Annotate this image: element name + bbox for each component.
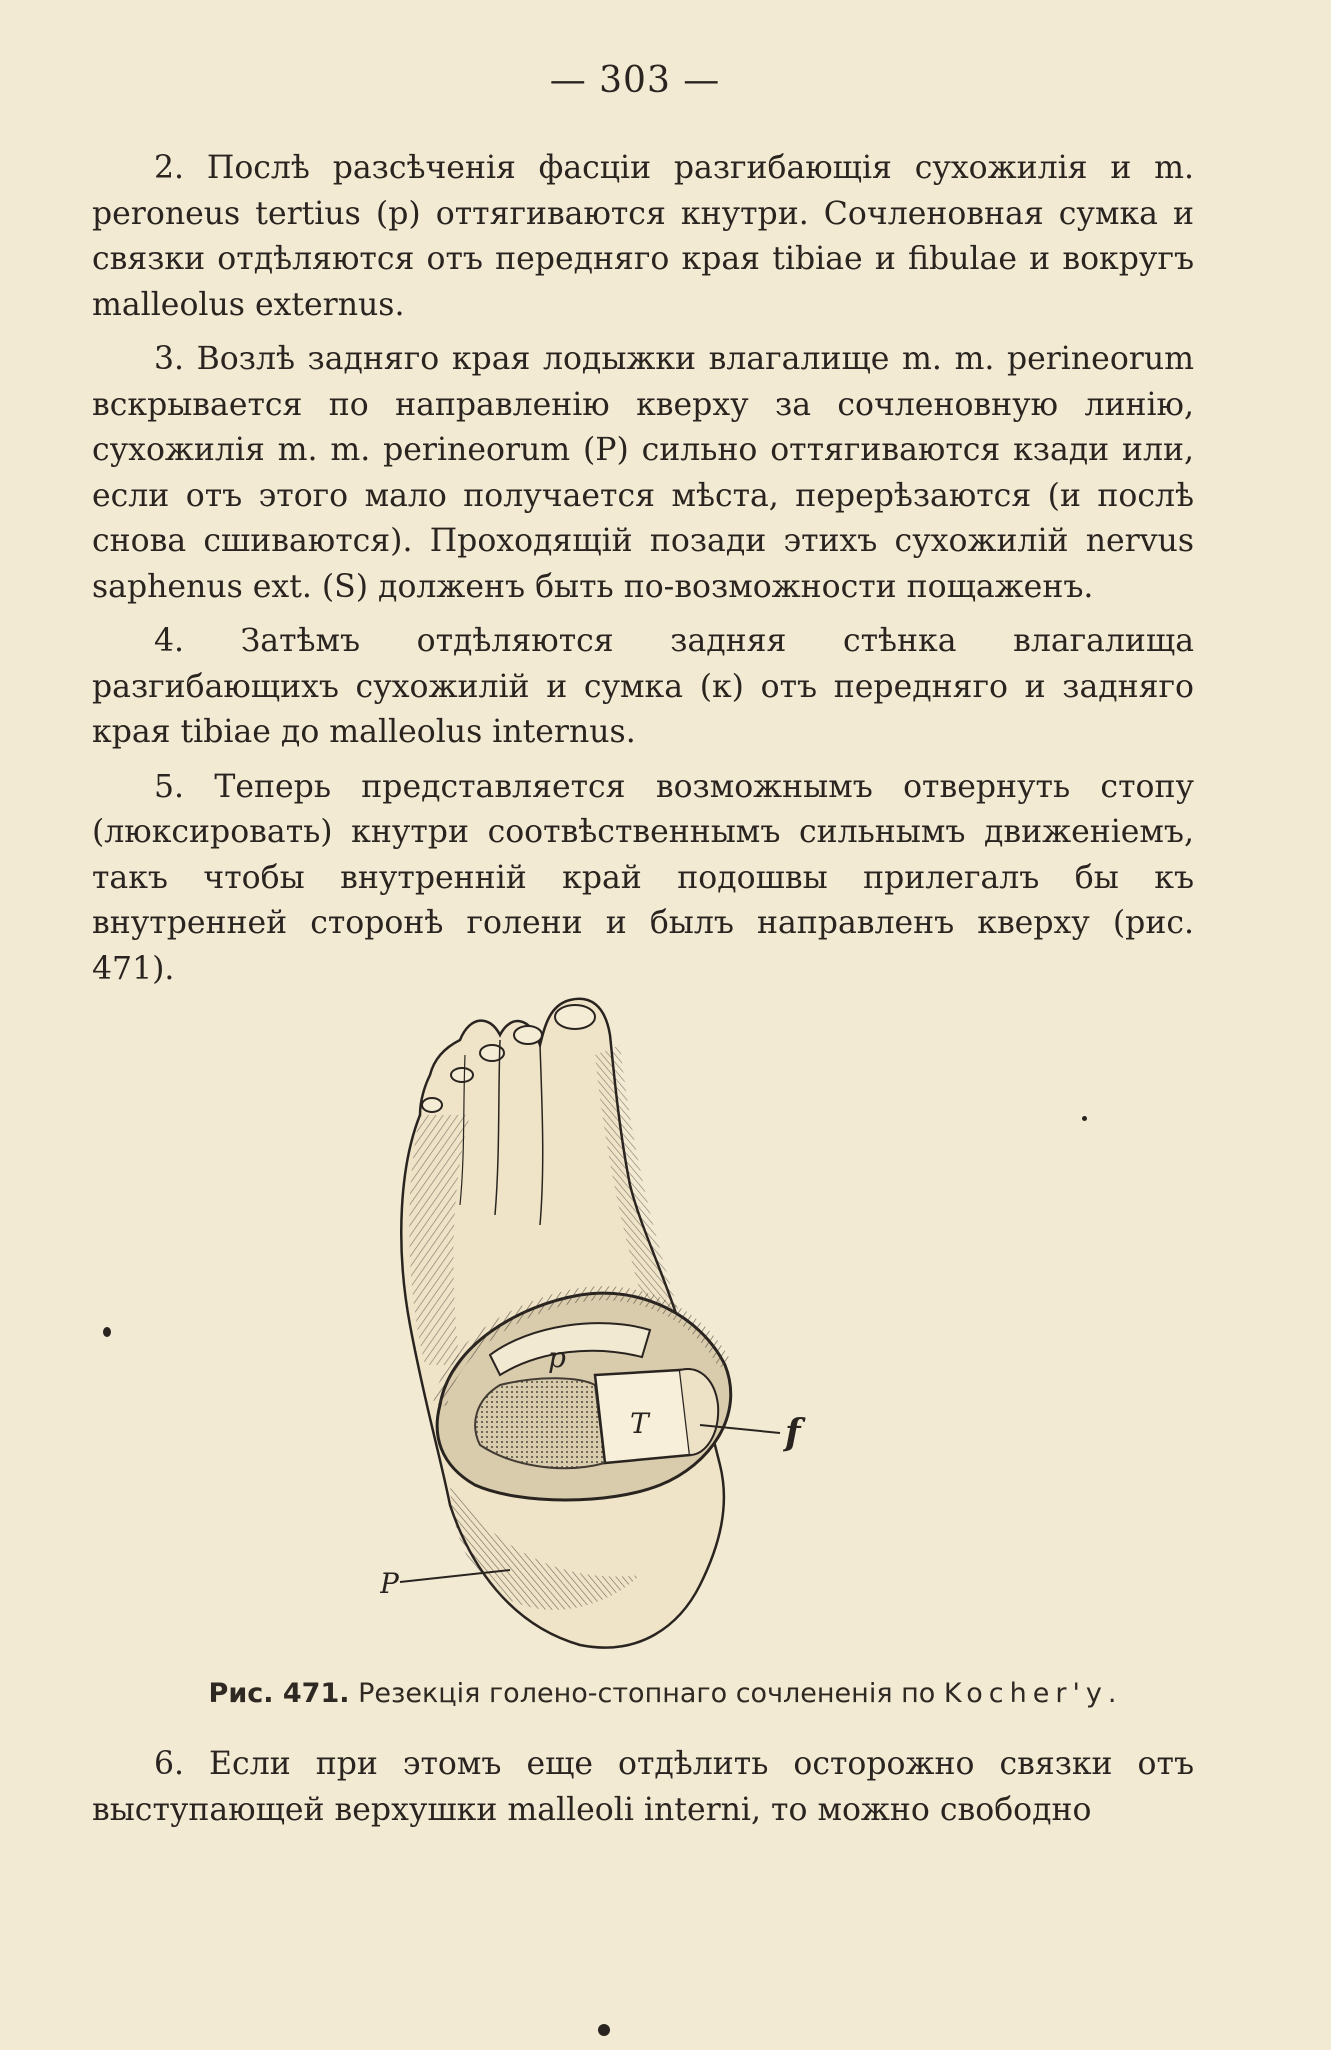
figure-caption (0, 1678, 1331, 1709)
paragraph-6: 6. Если при этомъ еще отдѣлить осторожно связки отъ выступающей верхушки malleoli interni, то можно свободно (92, 1746, 1194, 1828)
body-text-bottom (92, 1742, 1194, 1842)
label-p: p (548, 1341, 566, 1374)
print-speck (1082, 1116, 1087, 1121)
caption-figure-number: Рис. 471. (208, 1678, 350, 1709)
print-speck (103, 1327, 111, 1337)
paragraph-5: 5. Теперь представляется возможнымъ отвернуть стопу (люксировать) кнутри соотвѣственнымъ сильнымъ движеніемъ, такъ чтобы внутренній край подошвы прилегалъ бы къ внутренней сторонѣ голени и былъ направленъ кверху (рис. 471). (92, 768, 1194, 987)
label-P: P (380, 1567, 399, 1600)
label-T: T (630, 1407, 649, 1440)
caption-author: Kocher'у. (943, 1678, 1123, 1709)
paragraph-2: 2. Послѣ разсѣченія фасціи разгибающія сухожилія и m. peroneus tertius (p) оттягиваются кнутри. Сочленовная сумка и связки отдѣляются отъ передняго края tibiae и fibulae и вокругъ malleolus externus. (92, 150, 1194, 323)
caption-text: Резекція голено-стопнаго сочлененія по (358, 1678, 936, 1709)
paragraph-4: 4. Затѣмъ отдѣляются задняя стѣнка влагалища разгибающихъ сухожилій и сумка (к) отъ передняго и задняго края tibiae до malleolus internus. (92, 623, 1194, 750)
page-number: — 303 — (549, 60, 721, 101)
foot-resection-illustration (380, 985, 940, 1655)
label-f: f (785, 1412, 801, 1454)
paragraph-3: 3. Возлѣ задняго края лодыжки влагалище m. m. perineorum вскрывается по направленію кверху за сочленовную линію, сухожилія m. m. perineorum (P) сильно оттягиваются кзади или, если отъ этого мало получается мѣста, перерѣзаются (и послѣ снова сшиваются). Проходящій позади этихъ сухожилій nervus saphenus ext. (S) долженъ быть по-возможности пощаженъ. (92, 341, 1194, 605)
body-text-top (92, 146, 1194, 1001)
print-speck (598, 2024, 610, 2036)
